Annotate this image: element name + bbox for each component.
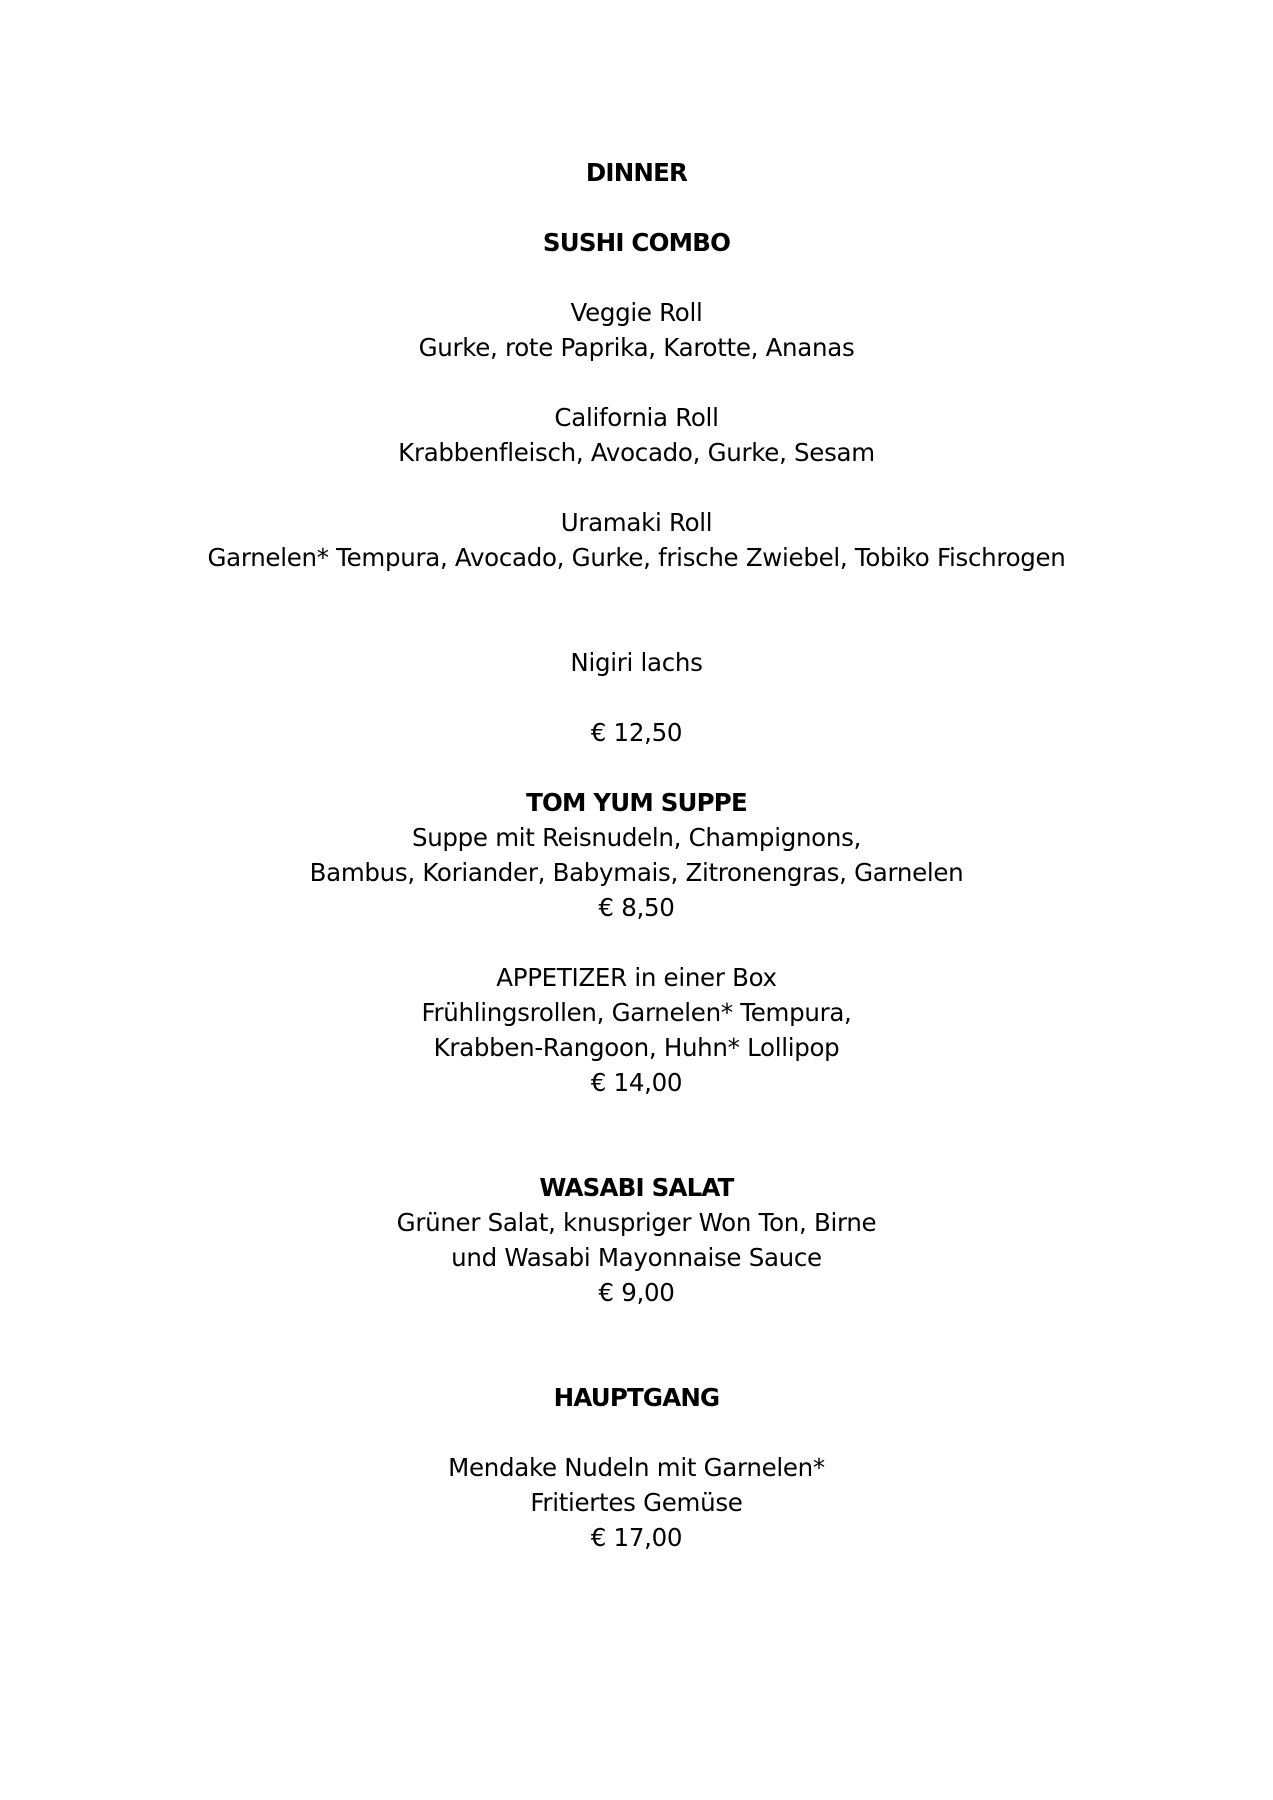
wasabi-salat-desc-2: und Wasabi Mayonnaise Sauce xyxy=(451,1243,822,1272)
appetizer-desc-2: Krabben-Rangoon, Huhn* Lollipop xyxy=(433,1033,840,1062)
appetizer-price: € 14,00 xyxy=(590,1068,683,1097)
california-roll-name: California Roll xyxy=(554,403,719,432)
california-roll-desc: Krabbenfleisch, Avocado, Gurke, Sesam xyxy=(398,438,875,467)
sushi-combo-price: € 12,50 xyxy=(590,718,683,747)
appetizer-desc-1: Frühlingsrollen, Garnelen* Tempura, xyxy=(421,998,852,1027)
wasabi-salat-heading: WASABI SALAT xyxy=(539,1173,734,1202)
tom-yum-desc-1: Suppe mit Reisnudeln, Champignons, xyxy=(411,823,862,852)
hauptgang-heading: HAUPTGANG xyxy=(553,1383,720,1412)
tom-yum-price: € 8,50 xyxy=(598,893,675,922)
tom-yum-heading: TOM YUM SUPPE xyxy=(526,788,747,817)
uramaki-roll-name: Uramaki Roll xyxy=(560,508,713,537)
appetizer-heading: APPETIZER in einer Box xyxy=(496,963,777,992)
tom-yum-desc-2: Bambus, Koriander, Babymais, Zitronengras, Garnelen xyxy=(309,858,964,887)
mendake-dish-name: Mendake Nudeln mit Garnelen* xyxy=(448,1453,825,1482)
uramaki-roll-desc: Garnelen* Tempura, Avocado, Gurke, frische Zwiebel, Tobiko Fischrogen xyxy=(207,543,1066,572)
sushi-combo-heading: SUSHI COMBO xyxy=(542,228,731,257)
wasabi-salat-desc-1: Grüner Salat, knuspriger Won Ton, Birne xyxy=(396,1208,877,1237)
menu-title: DINNER xyxy=(585,158,688,187)
veggie-roll-name: Veggie Roll xyxy=(570,298,703,327)
veggie-roll-desc: Gurke, rote Paprika, Karotte, Ananas xyxy=(418,333,855,362)
mendake-dish-price: € 17,00 xyxy=(590,1523,683,1552)
mendake-dish-desc: Fritiertes Gemüse xyxy=(530,1488,743,1517)
nigiri-name: Nigiri lachs xyxy=(570,648,703,677)
wasabi-salat-price: € 9,00 xyxy=(598,1278,675,1307)
